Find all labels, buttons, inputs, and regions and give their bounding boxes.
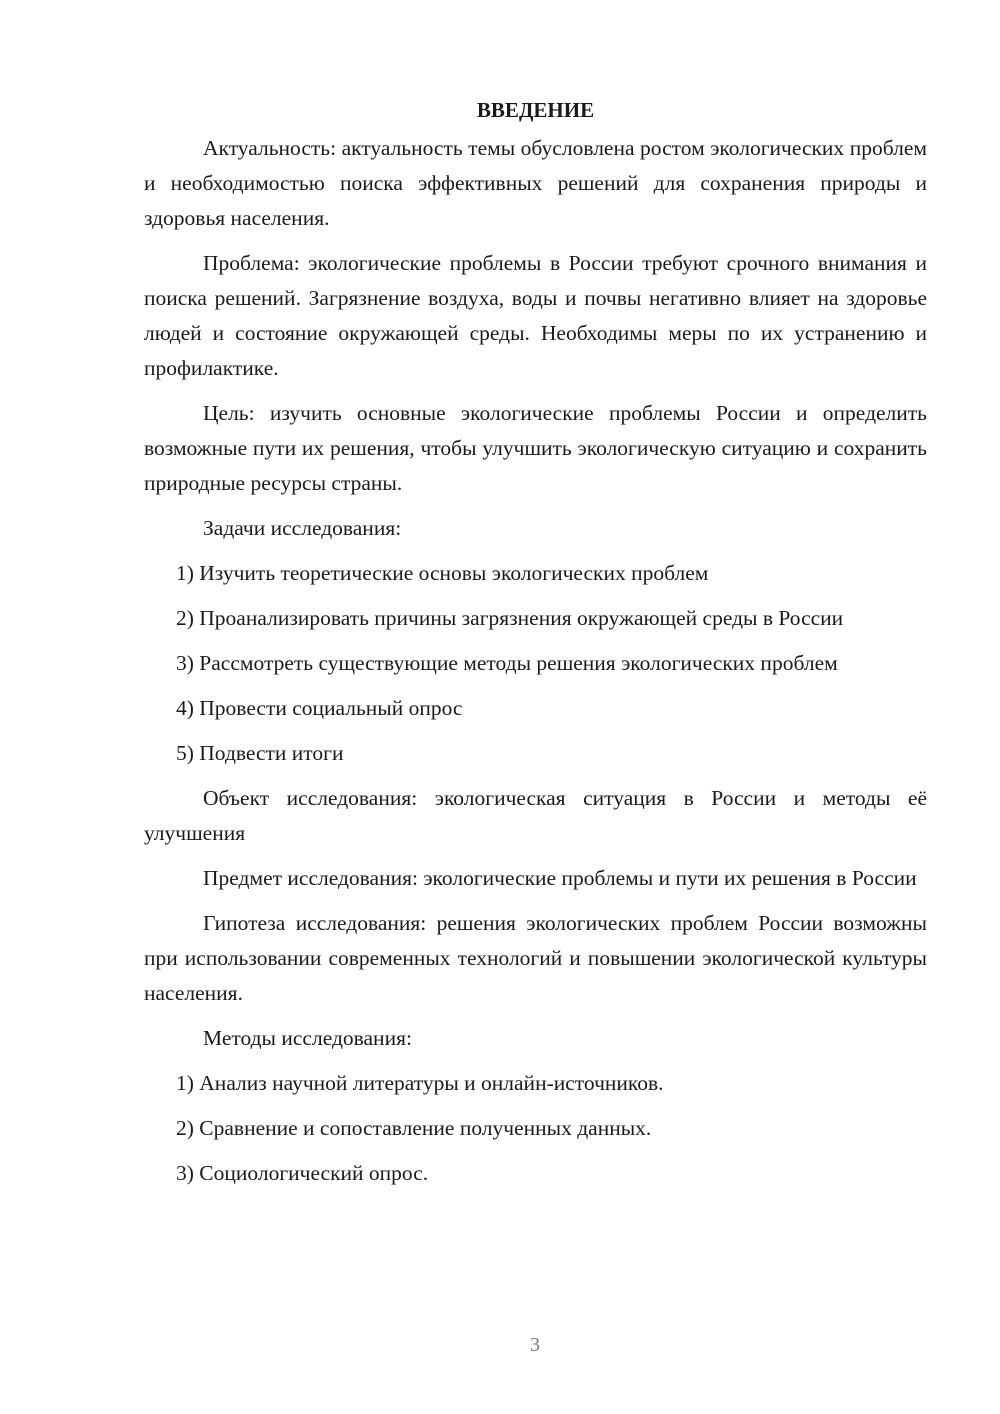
task-item: 4) Провести социальный опрос <box>176 696 463 720</box>
task-item: 3) Рассмотреть существующие методы решения экологических проблем <box>176 651 838 675</box>
object-paragraph: Объект исследования: экологическая ситуация в России и методы её улучшения <box>144 786 927 845</box>
subject-paragraph: Предмет исследования: экологические проблемы и пути их решения в России <box>203 866 917 890</box>
method-item: 1) Анализ научной литературы и онлайн-источников. <box>176 1071 664 1095</box>
tasks-heading: Задачи исследования: <box>203 516 402 540</box>
relevance-paragraph: Актуальность: актуальность темы обусловлена ростом экологических проблем и необходимостью поиска эффективных решений для сохранения природы и здоровья населения. <box>144 136 927 230</box>
section-title: ВВЕДЕНИЕ <box>476 98 595 122</box>
document-page <box>144 96 927 1201</box>
hypothesis-paragraph: Гипотеза исследования: решения экологических проблем России возможны при использовании современных технологий и повышении экологической культуры населения. <box>144 911 927 1005</box>
method-item: 2) Сравнение и сопоставление полученных данных. <box>176 1116 652 1140</box>
method-item: 3) Социологический опрос. <box>176 1161 429 1185</box>
task-item: 1) Изучить теоретические основы экологических проблем <box>176 561 709 585</box>
problem-paragraph: Проблема: экологические проблемы в России требуют срочного внимания и поиска решений. Загрязнение воздуха, воды и почвы негативно влияет на здоровье людей и состояние окружающей среды. Необходимы меры по их устранению и профилактике. <box>144 251 927 380</box>
task-item: 2) Проанализировать причины загрязнения окружающей среды в России <box>176 606 844 630</box>
methods-heading: Методы исследования: <box>203 1026 412 1050</box>
goal-paragraph: Цель: изучить основные экологические проблемы России и определить возможные пути их решения, чтобы улучшить экологическую ситуацию и сохранить природные ресурсы страны. <box>144 401 927 495</box>
task-item: 5) Подвести итоги <box>176 741 344 765</box>
page-number: 3 <box>530 1334 540 1356</box>
